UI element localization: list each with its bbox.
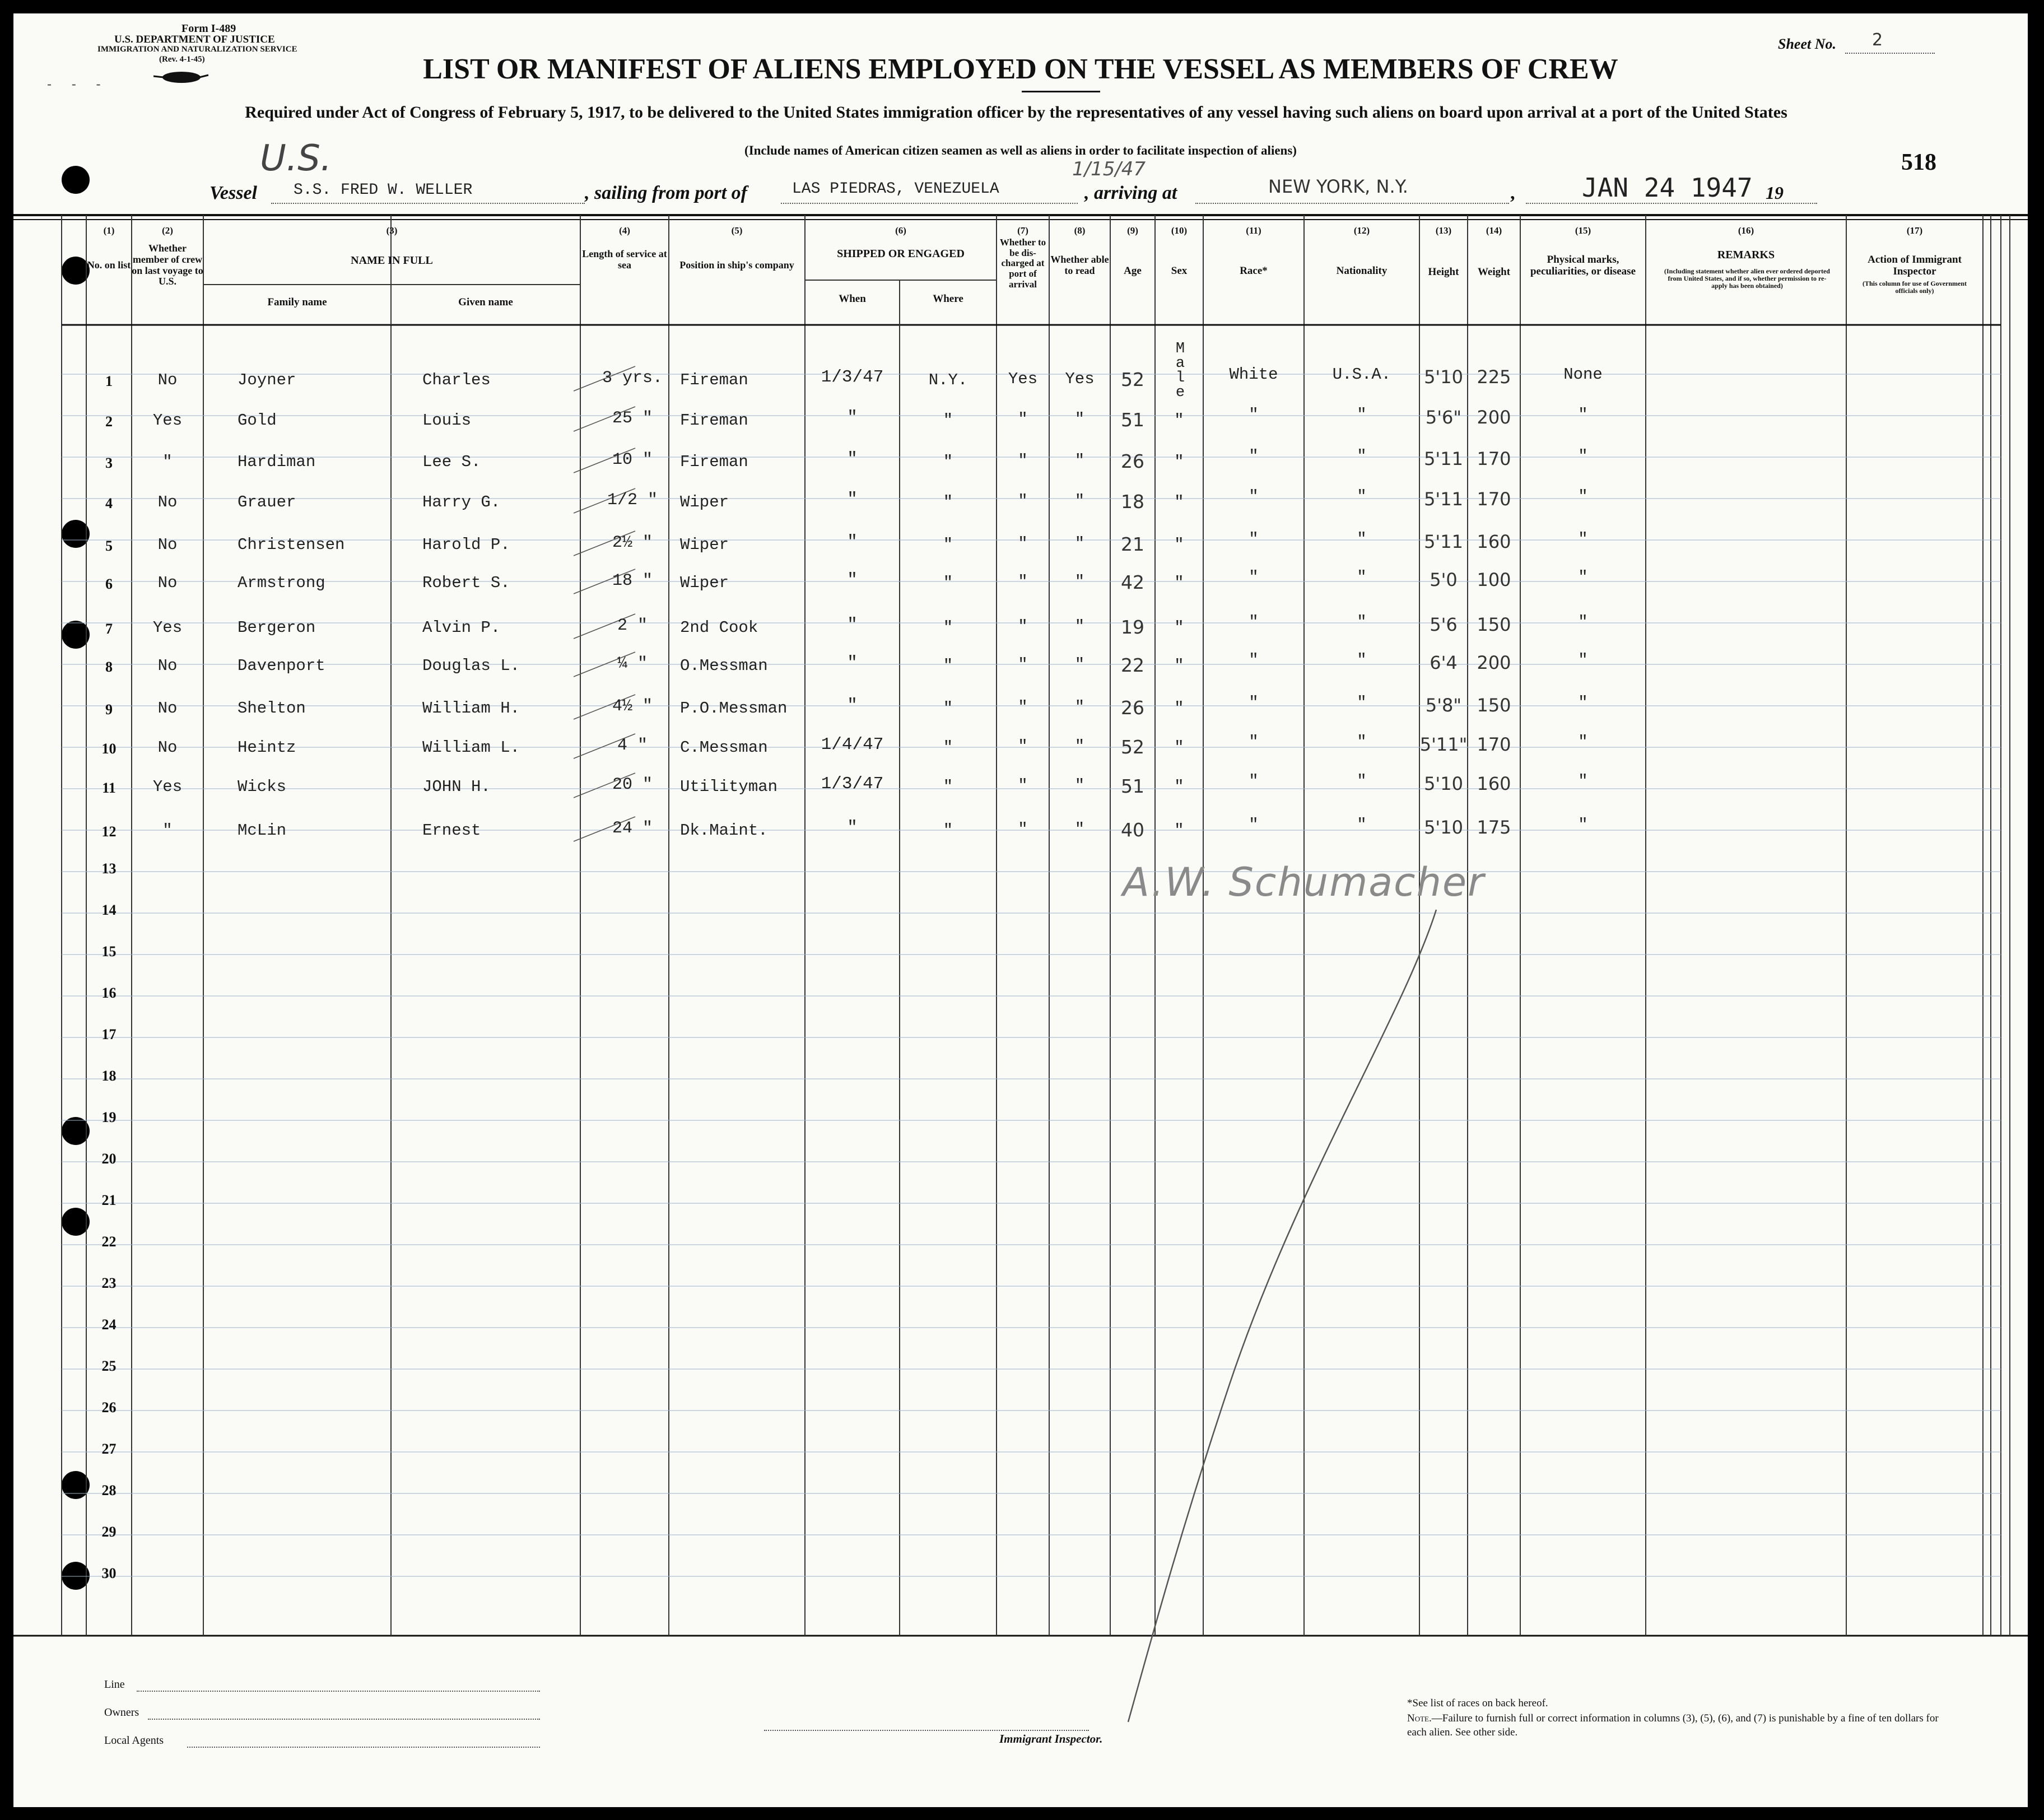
physical-marks: "	[1578, 816, 1588, 834]
prev-voyage: No	[157, 536, 178, 554]
physical-marks: "	[1578, 406, 1588, 424]
given-name: Louis	[422, 411, 472, 430]
race: "	[1249, 487, 1259, 506]
race: "	[1249, 651, 1259, 669]
height: 5'6"	[1425, 407, 1462, 428]
line-field	[137, 1678, 540, 1692]
column-number: (15)	[1575, 225, 1591, 236]
length-of-service: 10 "	[612, 450, 653, 469]
discharged: "	[1018, 410, 1028, 429]
row-number: 24	[101, 1316, 117, 1333]
height: 5'8"	[1425, 695, 1462, 716]
physical-marks: "	[1578, 568, 1588, 587]
position: Fireman	[680, 411, 748, 430]
row-number: 4	[105, 495, 113, 511]
row-number: 11	[102, 780, 116, 796]
height: 5'10	[1424, 366, 1463, 388]
row-number: 2	[105, 413, 113, 430]
family-name: Davenport	[238, 657, 325, 675]
column-number: (13)	[1435, 225, 1452, 236]
row-number: 15	[101, 943, 117, 960]
sheet-label: Sheet No.	[1778, 36, 1836, 52]
given-name: William L.	[422, 738, 520, 757]
signature: A.W. Schumacher	[1123, 859, 1485, 905]
length-of-service: 18 "	[612, 571, 653, 590]
prev-voyage: "	[162, 821, 173, 840]
column-header: NAME IN FULL	[351, 254, 433, 267]
race: "	[1249, 530, 1259, 548]
discharged: "	[1018, 534, 1028, 553]
weight: 100	[1477, 569, 1511, 590]
form-revision: (Rev. 4-1-45)	[159, 55, 205, 64]
length-of-service: 20 "	[612, 775, 653, 794]
nationality: "	[1357, 693, 1367, 712]
sheet-value: 2	[1872, 30, 1883, 50]
column-number: (17)	[1906, 225, 1923, 236]
row-number: 26	[101, 1399, 117, 1416]
discharged: "	[1018, 617, 1028, 636]
penalty-note	[1407, 1712, 1945, 1739]
inspector-label: Immigrant Inspector.	[999, 1732, 1103, 1745]
column-header: Length of service at sea	[582, 248, 667, 271]
physical-marks: None	[1563, 365, 1603, 384]
year-suffix: 19	[1766, 183, 1784, 203]
row-number: 13	[101, 860, 117, 877]
given-name: Charles	[422, 371, 491, 389]
column-number: (6)	[895, 225, 906, 236]
weight: 170	[1477, 488, 1511, 510]
age: 51	[1121, 409, 1144, 431]
physical-marks: "	[1578, 487, 1588, 506]
footer-owners-label: Owners	[104, 1706, 139, 1719]
prev-voyage: No	[157, 371, 178, 389]
race: "	[1249, 816, 1259, 834]
nationality: "	[1357, 613, 1367, 631]
weight: 200	[1477, 407, 1511, 428]
shipped-when: "	[847, 653, 858, 673]
weight: 170	[1477, 734, 1511, 755]
position: Wiper	[680, 574, 729, 592]
race: "	[1249, 568, 1259, 587]
age: 18	[1121, 491, 1144, 513]
note-label: Note.	[1407, 1712, 1432, 1724]
nationality: "	[1357, 530, 1367, 548]
given-name: JOHN H.	[422, 778, 491, 796]
length-of-service: 4 "	[617, 736, 648, 755]
action-note: (This column for use of Government officials only)	[1862, 280, 1967, 295]
given-name: Robert S.	[422, 574, 510, 592]
prev-voyage: Yes	[152, 618, 183, 637]
row-number: 1	[105, 373, 113, 389]
family-name: Shelton	[238, 699, 306, 718]
shipped-where: "	[943, 618, 953, 637]
when-header: When	[839, 293, 866, 305]
able-to-read: "	[1074, 655, 1085, 674]
column-header: SHIPPED OR ENGAGED	[837, 248, 965, 260]
family-name: Armstrong	[238, 574, 325, 592]
age: 19	[1121, 616, 1144, 638]
shipped-when: "	[847, 818, 858, 837]
family-name: Grauer	[238, 493, 296, 511]
shipped-when: "	[847, 532, 858, 552]
shipped-when: 1/3/47	[821, 774, 884, 794]
able-to-read: "	[1074, 737, 1085, 756]
given-name: Harold P.	[422, 536, 510, 554]
shipped-where: "	[943, 699, 953, 718]
shipped-when: "	[847, 570, 858, 590]
discharged: "	[1018, 655, 1028, 674]
sex: "	[1174, 536, 1184, 554]
discharged: "	[1018, 451, 1028, 470]
weight: 225	[1477, 366, 1511, 388]
row-number: 3	[105, 455, 113, 471]
position: Dk.Maint.	[680, 821, 768, 840]
physical-marks: "	[1578, 530, 1588, 548]
row-number: 21	[101, 1192, 117, 1208]
sex: "	[1174, 574, 1184, 592]
races-note: *See list of races on back hereof.	[1407, 1697, 1548, 1709]
weight: 200	[1477, 652, 1511, 673]
owners-field	[148, 1706, 540, 1720]
able-to-read: "	[1074, 776, 1085, 795]
physical-marks: "	[1578, 651, 1588, 669]
column-header: Whether to be dis-charged at port of arrival	[999, 237, 1046, 290]
shipped-where: "	[943, 574, 953, 592]
column-header: Physical marks, peculiarities, or disease	[1530, 254, 1636, 277]
row-number: 20	[101, 1151, 117, 1167]
column-number: (4)	[619, 225, 630, 236]
sex-vertical: Male	[1175, 341, 1185, 401]
height: 5'6	[1430, 614, 1458, 635]
sex: "	[1174, 778, 1184, 796]
agents-field	[187, 1734, 540, 1748]
height: 5'11	[1424, 448, 1463, 469]
row-number: 22	[101, 1233, 117, 1250]
column-header: Age	[1124, 265, 1142, 277]
position: Utilityman	[680, 778, 778, 796]
nationality: "	[1357, 651, 1367, 669]
column-number: (16)	[1738, 225, 1754, 236]
shipped-where: N.Y.	[928, 371, 968, 389]
able-to-read: "	[1074, 410, 1085, 429]
form-department: U.S. DEPARTMENT OF JUSTICE	[114, 34, 275, 45]
able-to-read: Yes	[1065, 370, 1095, 388]
column-number: (10)	[1171, 225, 1188, 236]
row-number: 14	[101, 902, 117, 918]
column-header: Sex	[1171, 265, 1188, 277]
sex: "	[1174, 738, 1184, 757]
given-name: William H.	[422, 699, 520, 718]
able-to-read: "	[1074, 492, 1085, 510]
row-number: 10	[101, 741, 117, 757]
prev-voyage: No	[157, 657, 178, 675]
family-name: McLin	[238, 821, 287, 840]
position: C.Messman	[680, 738, 768, 757]
race: "	[1249, 406, 1259, 424]
length-of-service: 2½ "	[612, 533, 653, 552]
sex: "	[1174, 453, 1184, 471]
vessel-name: S.S. FRED W. WELLER	[294, 181, 473, 199]
nationality: "	[1357, 447, 1367, 466]
discharged: Yes	[1008, 370, 1038, 388]
length-of-service: 2 "	[617, 616, 648, 635]
column-number: (11)	[1246, 225, 1261, 236]
column-number: (12)	[1353, 225, 1370, 236]
row-number: 5	[105, 538, 113, 554]
age: 22	[1121, 654, 1144, 676]
age: 26	[1121, 450, 1144, 472]
where-header: Where	[933, 293, 963, 305]
able-to-read: "	[1074, 820, 1085, 839]
height: 5'0	[1430, 569, 1458, 590]
shipped-when: "	[847, 696, 858, 715]
height: 6'4	[1430, 652, 1458, 673]
weight: 160	[1477, 773, 1511, 794]
shipped-where: "	[943, 536, 953, 554]
family-name: Christensen	[238, 536, 345, 554]
shipped-when: "	[847, 615, 858, 635]
position: Wiper	[680, 536, 729, 554]
column-number: (1)	[103, 225, 115, 236]
given-name: Ernest	[422, 821, 481, 840]
prev-voyage: No	[157, 574, 178, 592]
shipped-when: 1/3/47	[821, 367, 884, 387]
manifest-sheet	[13, 13, 2028, 1807]
given-name: Alvin P.	[422, 618, 501, 637]
discharged: "	[1018, 492, 1028, 510]
prev-voyage: No	[157, 493, 178, 511]
row-number: 7	[105, 621, 113, 637]
handwritten-us: U.S.	[260, 138, 332, 179]
row-number: 18	[101, 1068, 117, 1084]
able-to-read: "	[1074, 534, 1085, 553]
shipped-where: "	[943, 657, 953, 675]
sex: "	[1174, 493, 1184, 511]
row-number: 12	[101, 823, 117, 840]
weight: 160	[1477, 531, 1511, 552]
length-of-service: 4½ "	[612, 697, 653, 716]
position: 2nd Cook	[680, 618, 758, 637]
able-to-read: "	[1074, 698, 1085, 716]
discharged: "	[1018, 698, 1028, 716]
arrival-date-stamp: JAN 24 1947	[1582, 173, 1753, 203]
shipped-where: "	[943, 411, 953, 430]
physical-marks: "	[1578, 447, 1588, 466]
given-name: Harry G.	[422, 493, 501, 511]
page-title: LIST OR MANIFEST OF ALIENS EMPLOYED ON THE VESSEL AS MEMBERS OF CREW	[423, 53, 1618, 85]
shipped-when: "	[847, 408, 858, 427]
shipped-where: "	[943, 821, 953, 840]
column-header: Weight	[1477, 266, 1511, 278]
height: 5'11	[1424, 488, 1463, 510]
prev-voyage: No	[157, 699, 178, 718]
race: "	[1249, 733, 1259, 751]
stamp-number: 518	[1901, 150, 1936, 175]
given-name: Lee S.	[422, 453, 481, 471]
column-number: (14)	[1486, 225, 1502, 236]
position: Wiper	[680, 493, 729, 511]
given-name-header: Given name	[458, 296, 513, 308]
able-to-read: "	[1074, 572, 1085, 591]
sailing-label: , sailing from port of	[585, 183, 747, 203]
row-number: 9	[105, 701, 113, 718]
length-of-service: 1/2 "	[607, 491, 658, 510]
footer-line-label: Line	[104, 1678, 125, 1691]
column-number: (2)	[162, 225, 173, 236]
family-name: Joyner	[238, 371, 296, 389]
column-header: Whether member of crew on last voyage to U.S.	[132, 243, 203, 287]
row-number: 30	[101, 1565, 117, 1581]
shipped-where: "	[943, 453, 953, 471]
column-header: Position in ship's company	[679, 259, 794, 271]
family-name: Hardiman	[238, 453, 316, 471]
row-number: 28	[101, 1482, 117, 1498]
column-number: (8)	[1074, 225, 1086, 236]
age: 52	[1121, 369, 1144, 390]
weight: 150	[1477, 614, 1511, 635]
family-name-header: Family name	[267, 296, 327, 308]
form-number: Form I-489	[181, 22, 236, 35]
vessel-label: Vessel	[209, 183, 257, 203]
row-number: 23	[101, 1275, 117, 1291]
length-of-service: ¼ "	[617, 654, 648, 673]
physical-marks: "	[1578, 693, 1588, 712]
shipped-where: "	[943, 493, 953, 511]
age: 26	[1121, 697, 1144, 719]
nationality: "	[1357, 733, 1367, 751]
handwritten-date: 1/15/47	[1072, 158, 1146, 180]
race: White	[1229, 365, 1278, 384]
sex: "	[1174, 699, 1184, 718]
row-number: 16	[101, 985, 117, 1001]
height: 5'11"	[1419, 734, 1468, 755]
prev-voyage: "	[162, 453, 173, 471]
sex: "	[1174, 618, 1184, 637]
remarks-note: (Including statement whether alien ever ordered deported from United States, and if so, whether permission to re-apply has been obtained)	[1664, 267, 1830, 290]
weight: 175	[1477, 817, 1511, 838]
column-number: (3)	[386, 225, 398, 236]
position: Fireman	[680, 453, 748, 471]
column-header: Nationality	[1336, 265, 1388, 277]
prev-voyage: No	[157, 738, 178, 757]
able-to-read: "	[1074, 451, 1085, 470]
row-number: 25	[101, 1358, 117, 1374]
physical-marks: "	[1578, 733, 1588, 751]
nationality: "	[1357, 816, 1367, 834]
nationality: "	[1357, 772, 1367, 790]
weight: 150	[1477, 695, 1511, 716]
column-number: (9)	[1127, 225, 1138, 236]
footer-agents-label: Local Agents	[104, 1734, 164, 1747]
note-text: —Failure to furnish full or correct information in columns (3), (5), (6), and (7) is punishable by a fine of ten dollars for each alien. See other side.	[1407, 1712, 1939, 1738]
dash-marks: - - -	[47, 76, 109, 92]
sailing-port: LAS PIEDRAS, VENEZUELA	[792, 180, 999, 198]
age: 52	[1121, 736, 1144, 758]
row-number: 8	[105, 659, 113, 675]
sex: "	[1174, 821, 1184, 840]
inspector-field	[764, 1717, 1089, 1731]
race: "	[1249, 447, 1259, 466]
sex: "	[1174, 657, 1184, 675]
race: "	[1249, 613, 1259, 631]
column-header: Height	[1428, 266, 1459, 278]
age: 21	[1121, 533, 1144, 555]
prev-voyage: Yes	[152, 411, 183, 430]
shipped-where: "	[943, 778, 953, 796]
sex: "	[1174, 411, 1184, 430]
column-number: (7)	[1017, 225, 1028, 236]
physical-marks: "	[1578, 772, 1588, 790]
row-number: 27	[101, 1441, 117, 1457]
family-name: Wicks	[238, 778, 287, 796]
given-name: Douglas L.	[422, 657, 520, 675]
discharged: "	[1018, 572, 1028, 591]
shipped-when: "	[847, 449, 858, 469]
weight: 170	[1477, 448, 1511, 469]
physical-marks: "	[1578, 613, 1588, 631]
position: O.Messman	[680, 657, 768, 675]
form-note: (Include names of American citizen seamen as well as aliens in order to facilitate inspection of aliens)	[744, 143, 1297, 157]
signature-scribble	[1111, 848, 1537, 1744]
family-name: Heintz	[238, 738, 296, 757]
column-header: Whether able to read	[1050, 254, 1109, 276]
form-subtitle: Required under Act of Congress of February 5, 1917, to be delivered to the United States immigration officer by the representatives of any vessel having such aliens on board upon arrival at a port of the United States	[245, 103, 1787, 122]
race: "	[1249, 693, 1259, 712]
family-name: Gold	[238, 411, 277, 430]
nationality: U.S.A.	[1332, 365, 1391, 384]
age: 51	[1121, 775, 1144, 797]
nationality: "	[1357, 406, 1367, 424]
position: P.O.Messman	[680, 699, 788, 718]
column-header: No. on list	[87, 259, 131, 271]
discharged: "	[1018, 776, 1028, 795]
row-number: 6	[105, 576, 113, 592]
position: Fireman	[680, 371, 748, 389]
nationality: "	[1357, 568, 1367, 587]
column-header: Action of Immigrant Inspector	[1868, 254, 1962, 277]
race: "	[1249, 772, 1259, 790]
discharged: "	[1018, 820, 1028, 839]
prev-voyage: Yes	[152, 778, 183, 796]
height: 5'10	[1424, 773, 1463, 794]
shipped-when: "	[847, 490, 858, 509]
family-name: Bergeron	[238, 618, 316, 637]
column-header: REMARKS	[1717, 249, 1775, 261]
row-number: 17	[101, 1026, 117, 1042]
comma: ,	[1510, 183, 1515, 203]
row-number: 29	[101, 1524, 117, 1540]
shipped-where: "	[943, 738, 953, 757]
column-number: (5)	[731, 225, 743, 236]
row-number: 19	[101, 1109, 117, 1125]
shipped-when: 1/4/47	[821, 735, 884, 755]
age: 40	[1121, 819, 1144, 841]
column-header: Race*	[1240, 265, 1268, 277]
length-of-service: 25 "	[612, 409, 653, 428]
arriving-port: NEW YORK, N.Y.	[1268, 176, 1408, 197]
nationality: "	[1357, 487, 1367, 506]
length-of-service: 24 "	[612, 819, 653, 838]
arriving-label: , arriving at	[1084, 183, 1177, 203]
length-of-service: 3 yrs.	[602, 369, 663, 388]
discharged: "	[1018, 737, 1028, 756]
height: 5'11	[1424, 531, 1463, 552]
able-to-read: "	[1074, 617, 1085, 636]
form-service: IMMIGRATION AND NATURALIZATION SERVICE	[97, 45, 297, 54]
height: 5'10	[1424, 817, 1463, 838]
age: 42	[1121, 571, 1144, 593]
